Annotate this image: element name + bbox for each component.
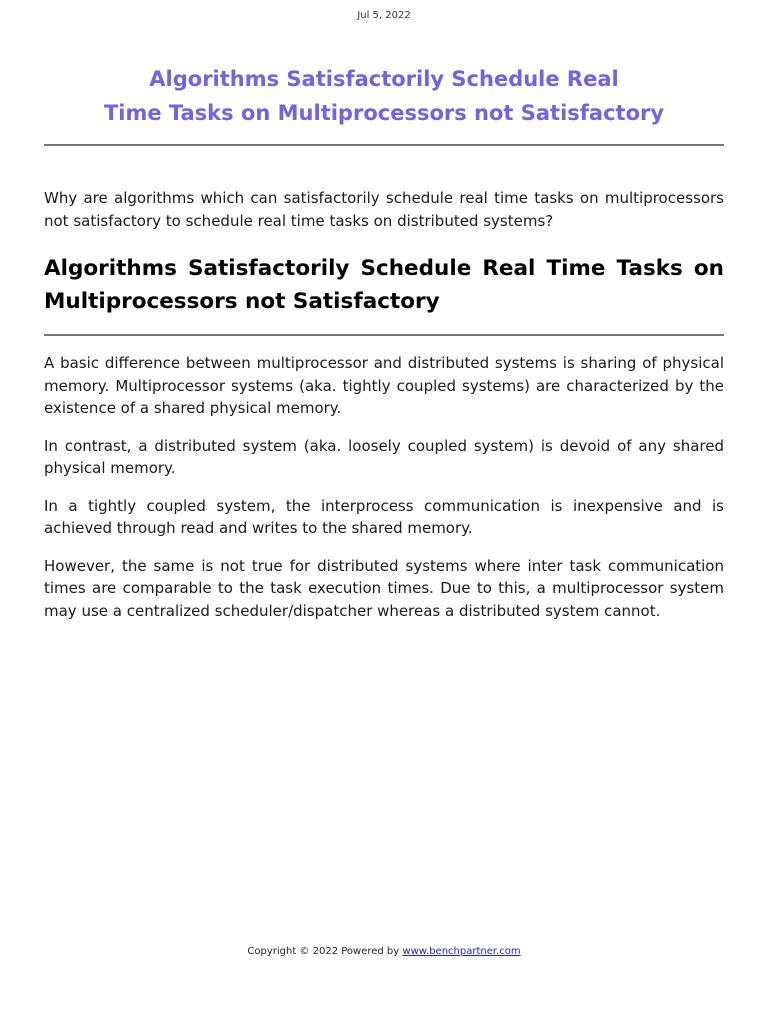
- copyright-text: Copyright © 2022 Powered by: [247, 946, 400, 957]
- page-title-line-2: Time Tasks on Multiprocessors not Satisfactory: [103, 101, 665, 125]
- benchpartner-link[interactable]: www.benchpartner.com: [402, 946, 521, 957]
- question-text: Why are algorithms which can satisfactorily schedule real time tasks on multiprocessors not satisfactory to schedule real time tasks on distributed systems?: [44, 189, 724, 230]
- answer-paragraph: In contrast, a distributed system (aka. loosely coupled system) is devoid of any shared physical memory.: [44, 436, 724, 477]
- title-divider: [44, 144, 724, 146]
- section-heading: Algorithms Satisfactorily Schedule Real Time Tasks on Multiprocessors not Satisfactory: [44, 256, 724, 314]
- section-divider: [44, 334, 724, 336]
- publish-date: Jul 5, 2022: [357, 10, 411, 21]
- page-title-line-1: Algorithms Satisfactorily Schedule Real: [149, 67, 619, 91]
- answer-paragraph: In a tightly coupled system, the interprocess communication is inexpensive and is achieved through read and writes to the shared memory.: [44, 496, 724, 537]
- answer-paragraph: A basic difference between multiprocessor and distributed systems is sharing of physical memory. Multiprocessor systems (aka. tightly coupled systems) are characterized by the existence of a shared physical memory.: [44, 354, 724, 417]
- page-title: [44, 62, 724, 130]
- footer: [0, 946, 768, 957]
- answer-body: [44, 352, 724, 637]
- answer-paragraph: However, the same is not true for distributed systems where inter task communication times are comparable to the task execution times. Due to this, a multiprocessor system may use a centralized scheduler/dispatcher whereas a distributed system cannot.: [44, 556, 724, 620]
